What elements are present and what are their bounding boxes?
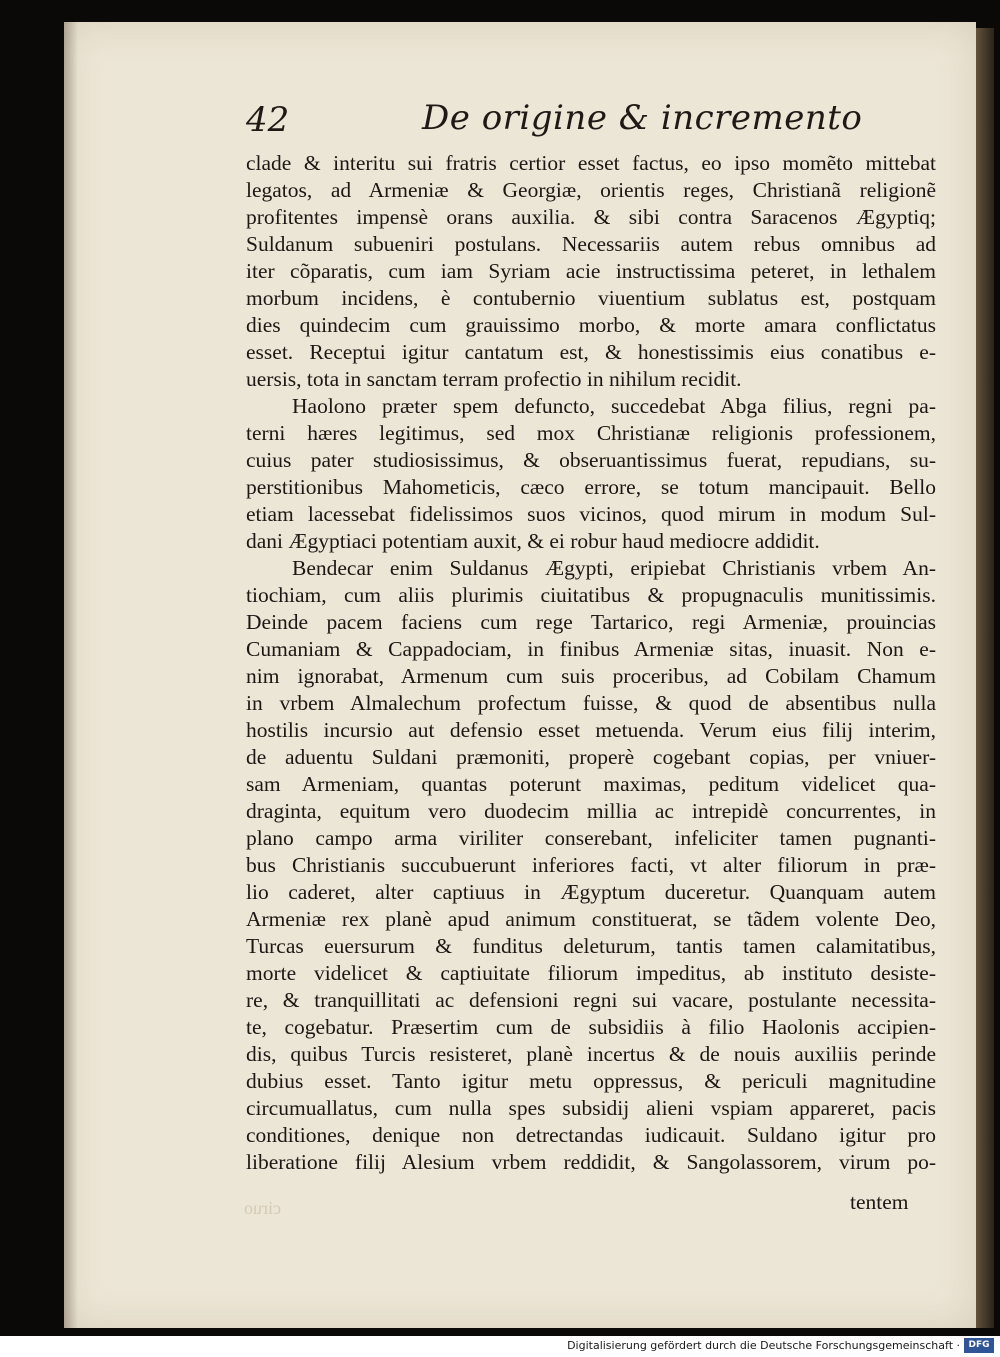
text-line: dubius esset. Tanto igitur metu oppressus, & periculi magnitudine bbox=[246, 1069, 936, 1093]
page-header bbox=[246, 96, 863, 156]
text-line: Deinde pacem faciens cum rege Tartarico, regi Armeniæ, prouincias bbox=[246, 610, 936, 634]
text-line: nim ignorabat, Armenum cum suis proceribus, ad Cobilam Chamum bbox=[246, 664, 936, 688]
text-line: tiochiam, cum aliis plurimis ciuitatibus & propugnaculis munitissimis. bbox=[246, 583, 936, 607]
text-line: Haolono præter spem defuncto, succedebat Abga filius, regni pa- bbox=[292, 394, 936, 418]
text-line: esset. Receptui igitur cantatum est, & honestissimis eius conatibus e- bbox=[246, 340, 936, 364]
text-line: te, cogebatur. Præsertim cum de subsidiis à filio Haolonis accipien- bbox=[246, 1015, 936, 1039]
text-line: iter cõparatis, cum iam Syriam acie instructissima peteret, in lethalem bbox=[246, 259, 936, 283]
text-line: bus Christianis succubuerunt inferiores facti, vt alter filiorum in præ- bbox=[246, 853, 936, 877]
text-line: Armeniæ rex planè apud animum constituerat, se tãdem volente Deo, bbox=[246, 907, 936, 931]
gutter-shadow bbox=[64, 22, 78, 1328]
text-line: uersis, tota in sanctam terram profectio in nihilum recidit. bbox=[246, 367, 742, 391]
text-line: circumuallatus, cum nulla spes subsidij alieni vspiam appareret, pacis bbox=[246, 1096, 936, 1120]
catchword: tentem bbox=[850, 1190, 909, 1214]
show-through-text: ciruo bbox=[244, 1198, 281, 1218]
text-line: morte videlicet & captiuitate filiorum impeditus, ab instituto desiste- bbox=[246, 961, 936, 985]
text-line: hostilis incursio aut defensio esset metuenda. Verum eius filij interim, bbox=[246, 718, 936, 742]
page-number: 42 bbox=[246, 100, 290, 140]
text-line: etiam lacessebat fidelissimos suos vicinos, quod mirum in modum Sul- bbox=[246, 502, 936, 526]
running-head: De origine & incremento bbox=[422, 98, 863, 138]
text-line: Suldanum subueniri postulans. Necessariis autem rebus omnibus ad bbox=[246, 232, 936, 256]
text-line: draginta, equitum vero duodecim millia ac intrepidè concurrentes, in bbox=[246, 799, 936, 823]
text-line: dani Ægyptiaci potentiam auxit, & ei robur haud mediocre addidit. bbox=[246, 529, 820, 553]
text-line: sam Armeniam, quantas poterunt maximas, peditum videlicet qua- bbox=[246, 772, 936, 796]
text-line: in vrbem Almalechum profectum fuisse, & quod de absentibus nulla bbox=[246, 691, 936, 715]
text-line: clade & interitu sui fratris certior esset factus, eo ipso momẽto mittebat bbox=[246, 151, 936, 175]
text-line: cuius pater studiosissimus, & obseruantissimus fuerat, repudians, su- bbox=[246, 448, 936, 472]
text-line: terni hæres legitimus, sed mox Christianæ religionis professionem, bbox=[246, 421, 936, 445]
text-line: Cumaniam & Cappadociam, in finibus Armeniæ sitas, inuasit. Non e- bbox=[246, 637, 936, 661]
body-text bbox=[246, 150, 936, 1176]
text-line: perstitionibus Mahometicis, cæco errore, se totum mancipauit. Bello bbox=[246, 475, 936, 499]
text-line: dies quindecim cum grauissimo morbo, & morte amara conflictatus bbox=[246, 313, 936, 337]
text-line: conditiones, denique non detrectandas iudicauit. Suldano igitur pro bbox=[246, 1123, 936, 1147]
funding-credit: Digitalisierung gefördert durch die Deutsche Forschungsgemeinschaft · bbox=[567, 1339, 960, 1352]
text-line: morbum incidens, è contubernio viuentium sublatus est, postquam bbox=[246, 286, 936, 310]
text-line: liberatione filij Alesium vrbem reddidit, & Sangolassorem, virum po- bbox=[246, 1150, 936, 1174]
footer-bar bbox=[0, 1336, 1000, 1357]
text-line: legatos, ad Armeniæ & Georgiæ, orientis reges, Christianã religionẽ bbox=[246, 178, 936, 202]
text-line: re, & tranquillitati ac defensioni regni sui vacare, postulante necessita- bbox=[246, 988, 936, 1012]
text-line: plano campo arma viriliter conserebant, infeliciter tamen pugnanti- bbox=[246, 826, 936, 850]
text-line: de aduentu Suldani præmoniti, properè cogebant copias, per vniuer- bbox=[246, 745, 936, 769]
text-line: Bendecar enim Suldanus Ægypti, eripiebat Christianis vrbem An- bbox=[292, 556, 936, 580]
text-line: lio caderet, alter captiuus in Ægyptum duceretur. Quanquam autem bbox=[246, 880, 936, 904]
text-line: profitentes impensè orans auxilia. & sibi contra Saracenos Ægyptiq; bbox=[246, 205, 936, 229]
dfg-logo: DFG bbox=[964, 1338, 994, 1353]
text-line: dis, quibus Turcis resisteret, planè incertus & de nouis auxiliis perinde bbox=[246, 1042, 936, 1066]
text-line: Turcas euersurum & funditus deleturum, tantis tamen calamitatibus, bbox=[246, 934, 936, 958]
